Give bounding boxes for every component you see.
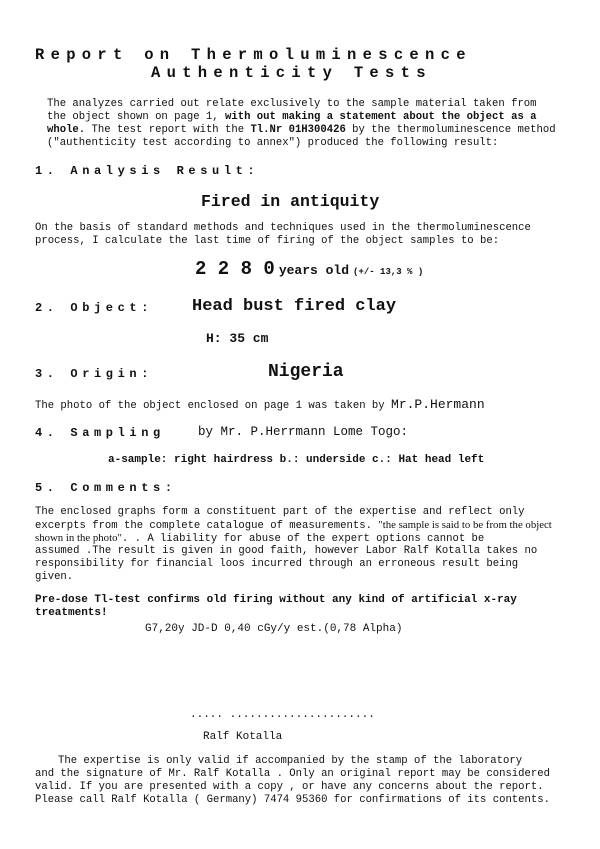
age-result	[195, 258, 423, 280]
sampling-locations: a-sample: right hairdress b.: underside c.: Hat head left	[108, 454, 485, 466]
comments-line-3	[35, 532, 484, 546]
sampling-by: by Mr. P.Herrmann Lome Togo:	[198, 425, 409, 439]
predose-line-1: Pre-dose Tl-test confirms old firing without any kind of artificial x-ray	[35, 594, 517, 606]
signatory-name: Ralf Kotalla	[203, 731, 283, 743]
photo-note	[35, 398, 485, 413]
predose-line-2: treatments!	[35, 607, 108, 619]
analysis-heading: 1. Analysis Result:	[35, 164, 260, 178]
intro-line-3b: The test report with the	[85, 124, 251, 136]
comments-line-3a: shown in the photo"	[35, 532, 122, 544]
comments-heading: 5. Comments:	[35, 481, 177, 495]
intro-line-2a: the object shown on page 1,	[47, 111, 219, 123]
sampling-heading: 4. Sampling	[35, 426, 165, 440]
age-tolerance: (+/- 13,3 % )	[353, 267, 424, 277]
origin-value: Nigeria	[268, 362, 344, 382]
origin-heading: 3. Origin:	[35, 367, 154, 381]
object-heading: 2. Object:	[35, 301, 154, 315]
comments-line-2b: "the sample is said to be from the object	[378, 519, 552, 531]
intro-line-2	[47, 111, 537, 124]
intro-line-4: ("authenticity test according to annex") produced the following result:	[47, 137, 499, 149]
report-title-line2: Authenticity Tests	[151, 64, 432, 82]
intro-line-3a: whole.	[47, 124, 86, 136]
comments-line-4: assumed .The result is given in good faith, however Labor Ralf Kotalla takes no	[35, 545, 538, 557]
intro-line-1: The analyzes carried out relate exclusively to the sample material taken from	[47, 98, 537, 110]
test-report-number: Tl.Nr 01H300426	[250, 124, 346, 136]
comments-line-5: responsibility for financial loos incurred through an erroneous result being	[35, 558, 519, 570]
basis-line-2: process, I calculate the last time of firing of the object samples to be:	[35, 235, 500, 247]
footer-line-1: The expertise is only valid if accompanied by the stamp of the laboratory	[58, 755, 523, 767]
comments-line-1: The enclosed graphs form a constituent part of the expertise and reflect only	[35, 506, 525, 518]
photographer-name: Mr.P.Hermann	[391, 397, 485, 412]
intro-line-3d: by the thermoluminescence method	[345, 124, 556, 136]
age-years-unit: years old	[278, 263, 350, 278]
footer-line-4: Please call Ralf Kotalla ( Germany) 7474 95360 for confirmations of its contents.	[35, 794, 550, 806]
report-title-line1: Report on Thermoluminescence	[35, 46, 472, 64]
footer-line-3: valid. If you are presented with a copy , or have any concerns about the report.	[35, 781, 544, 793]
intro-line-3	[47, 124, 556, 137]
comments-line-3b: . . A liability for abuse of the expert options cannot be	[121, 533, 485, 545]
comments-line-2	[35, 519, 552, 533]
object-height: H: 35 cm	[206, 331, 269, 346]
dose-measurements: G7,20y JD-D 0,40 cGy/y est.(0,78 Alpha)	[145, 623, 403, 635]
footer-line-2: and the signature of Mr. Ralf Kotalla . Only an original report may be considered	[35, 768, 550, 780]
age-years-value: 2 2 8 0	[195, 258, 275, 280]
basis-line-1: On the basis of standard methods and techniques used in the thermoluminescence	[35, 222, 531, 234]
comments-line-2a: excerpts from the complete catalogue of measurements.	[35, 520, 379, 532]
photo-note-text: The photo of the object enclosed on page 1 was taken by	[35, 400, 392, 412]
analysis-result: Fired in antiquity	[201, 192, 380, 211]
object-value: Head bust fired clay	[192, 297, 397, 316]
comments-line-6: given.	[35, 571, 74, 583]
signature-line: ..... ......................	[190, 709, 375, 721]
intro-line-2b: with out making a statement about the object as a	[218, 111, 537, 123]
